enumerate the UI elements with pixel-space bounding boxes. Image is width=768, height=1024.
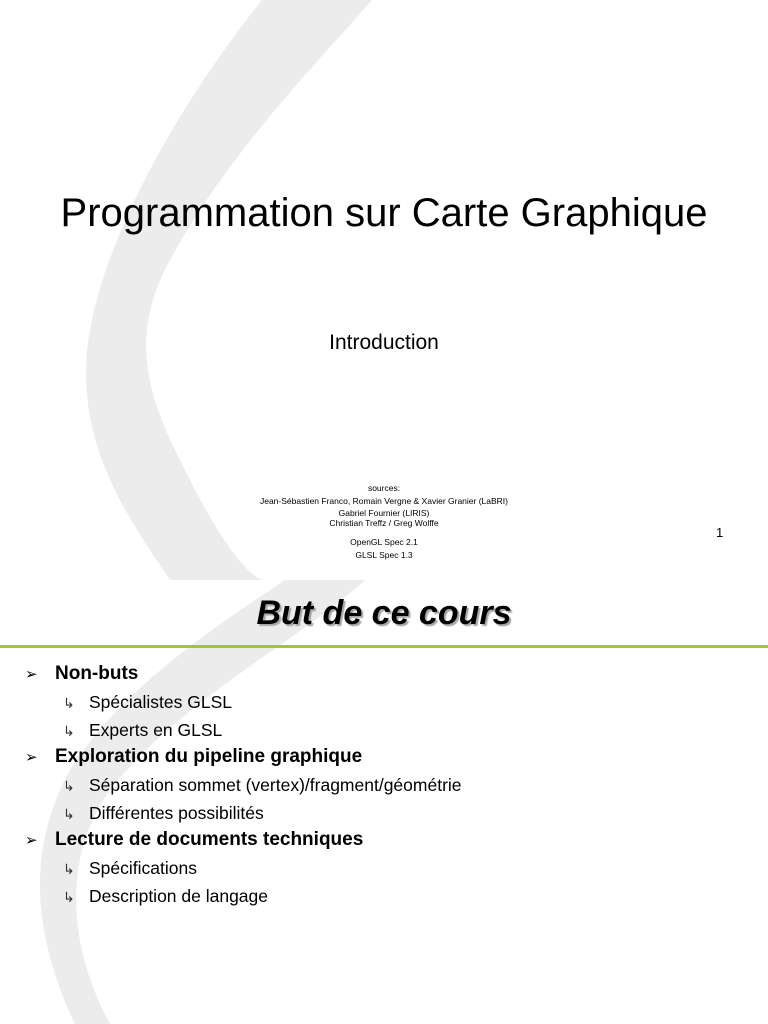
page-number: 1 [716, 525, 724, 540]
source-line: GLSL Spec 1.3 [355, 549, 413, 560]
arrowhead-bullet-icon: ➢ [25, 832, 38, 849]
list-item: ➢ Lecture de documents techniques [25, 829, 364, 850]
list-item: ↳ Spécialistes GLSL [63, 692, 232, 712]
hooked-arrow-bullet-icon: ↳ [63, 778, 75, 794]
slide-title: Programmation sur Carte Graphique [60, 191, 708, 235]
list-item: ↳ Spécifications [63, 858, 197, 878]
list-item: ➢ Exploration du pipeline graphique [25, 746, 363, 767]
list-item: ↳ Différentes possibilités [63, 803, 264, 823]
arrowhead-bullet-icon: ➢ [25, 666, 38, 683]
source-line: Christian Treffz / Greg Wolffe [329, 517, 439, 528]
source-line: OpenGL Spec 2.1 [350, 537, 418, 547]
sources-block [0, 482, 768, 561]
list-item: ➢ Non-buts [25, 663, 139, 684]
hooked-arrow-bullet-icon: ↳ [63, 806, 75, 822]
title-divider [0, 645, 768, 648]
list-item: ↳ Description de langage [63, 886, 269, 906]
list-item: ↳ Experts en GLSL [63, 720, 223, 740]
hooked-arrow-bullet-icon: ↳ [63, 889, 75, 905]
hooked-arrow-bullet-icon: ↳ [63, 723, 75, 739]
slide-title: But de ce cours [256, 594, 512, 632]
source-line: Gabriel Fournier (LIRIS) [338, 508, 430, 518]
hooked-arrow-bullet-icon: ↳ [63, 861, 75, 877]
source-line: Jean-Sébastien Franco, Romain Vergne & Xavier Granier (LaBRI) [259, 495, 509, 506]
slide-subtitle: Introduction [329, 331, 439, 354]
list-item: ↳ Séparation sommet (vertex)/fragment/géométrie [63, 775, 462, 795]
sources-label: sources: [367, 483, 401, 493]
arrowhead-bullet-icon: ➢ [25, 749, 38, 766]
hooked-arrow-bullet-icon: ↳ [63, 695, 75, 711]
